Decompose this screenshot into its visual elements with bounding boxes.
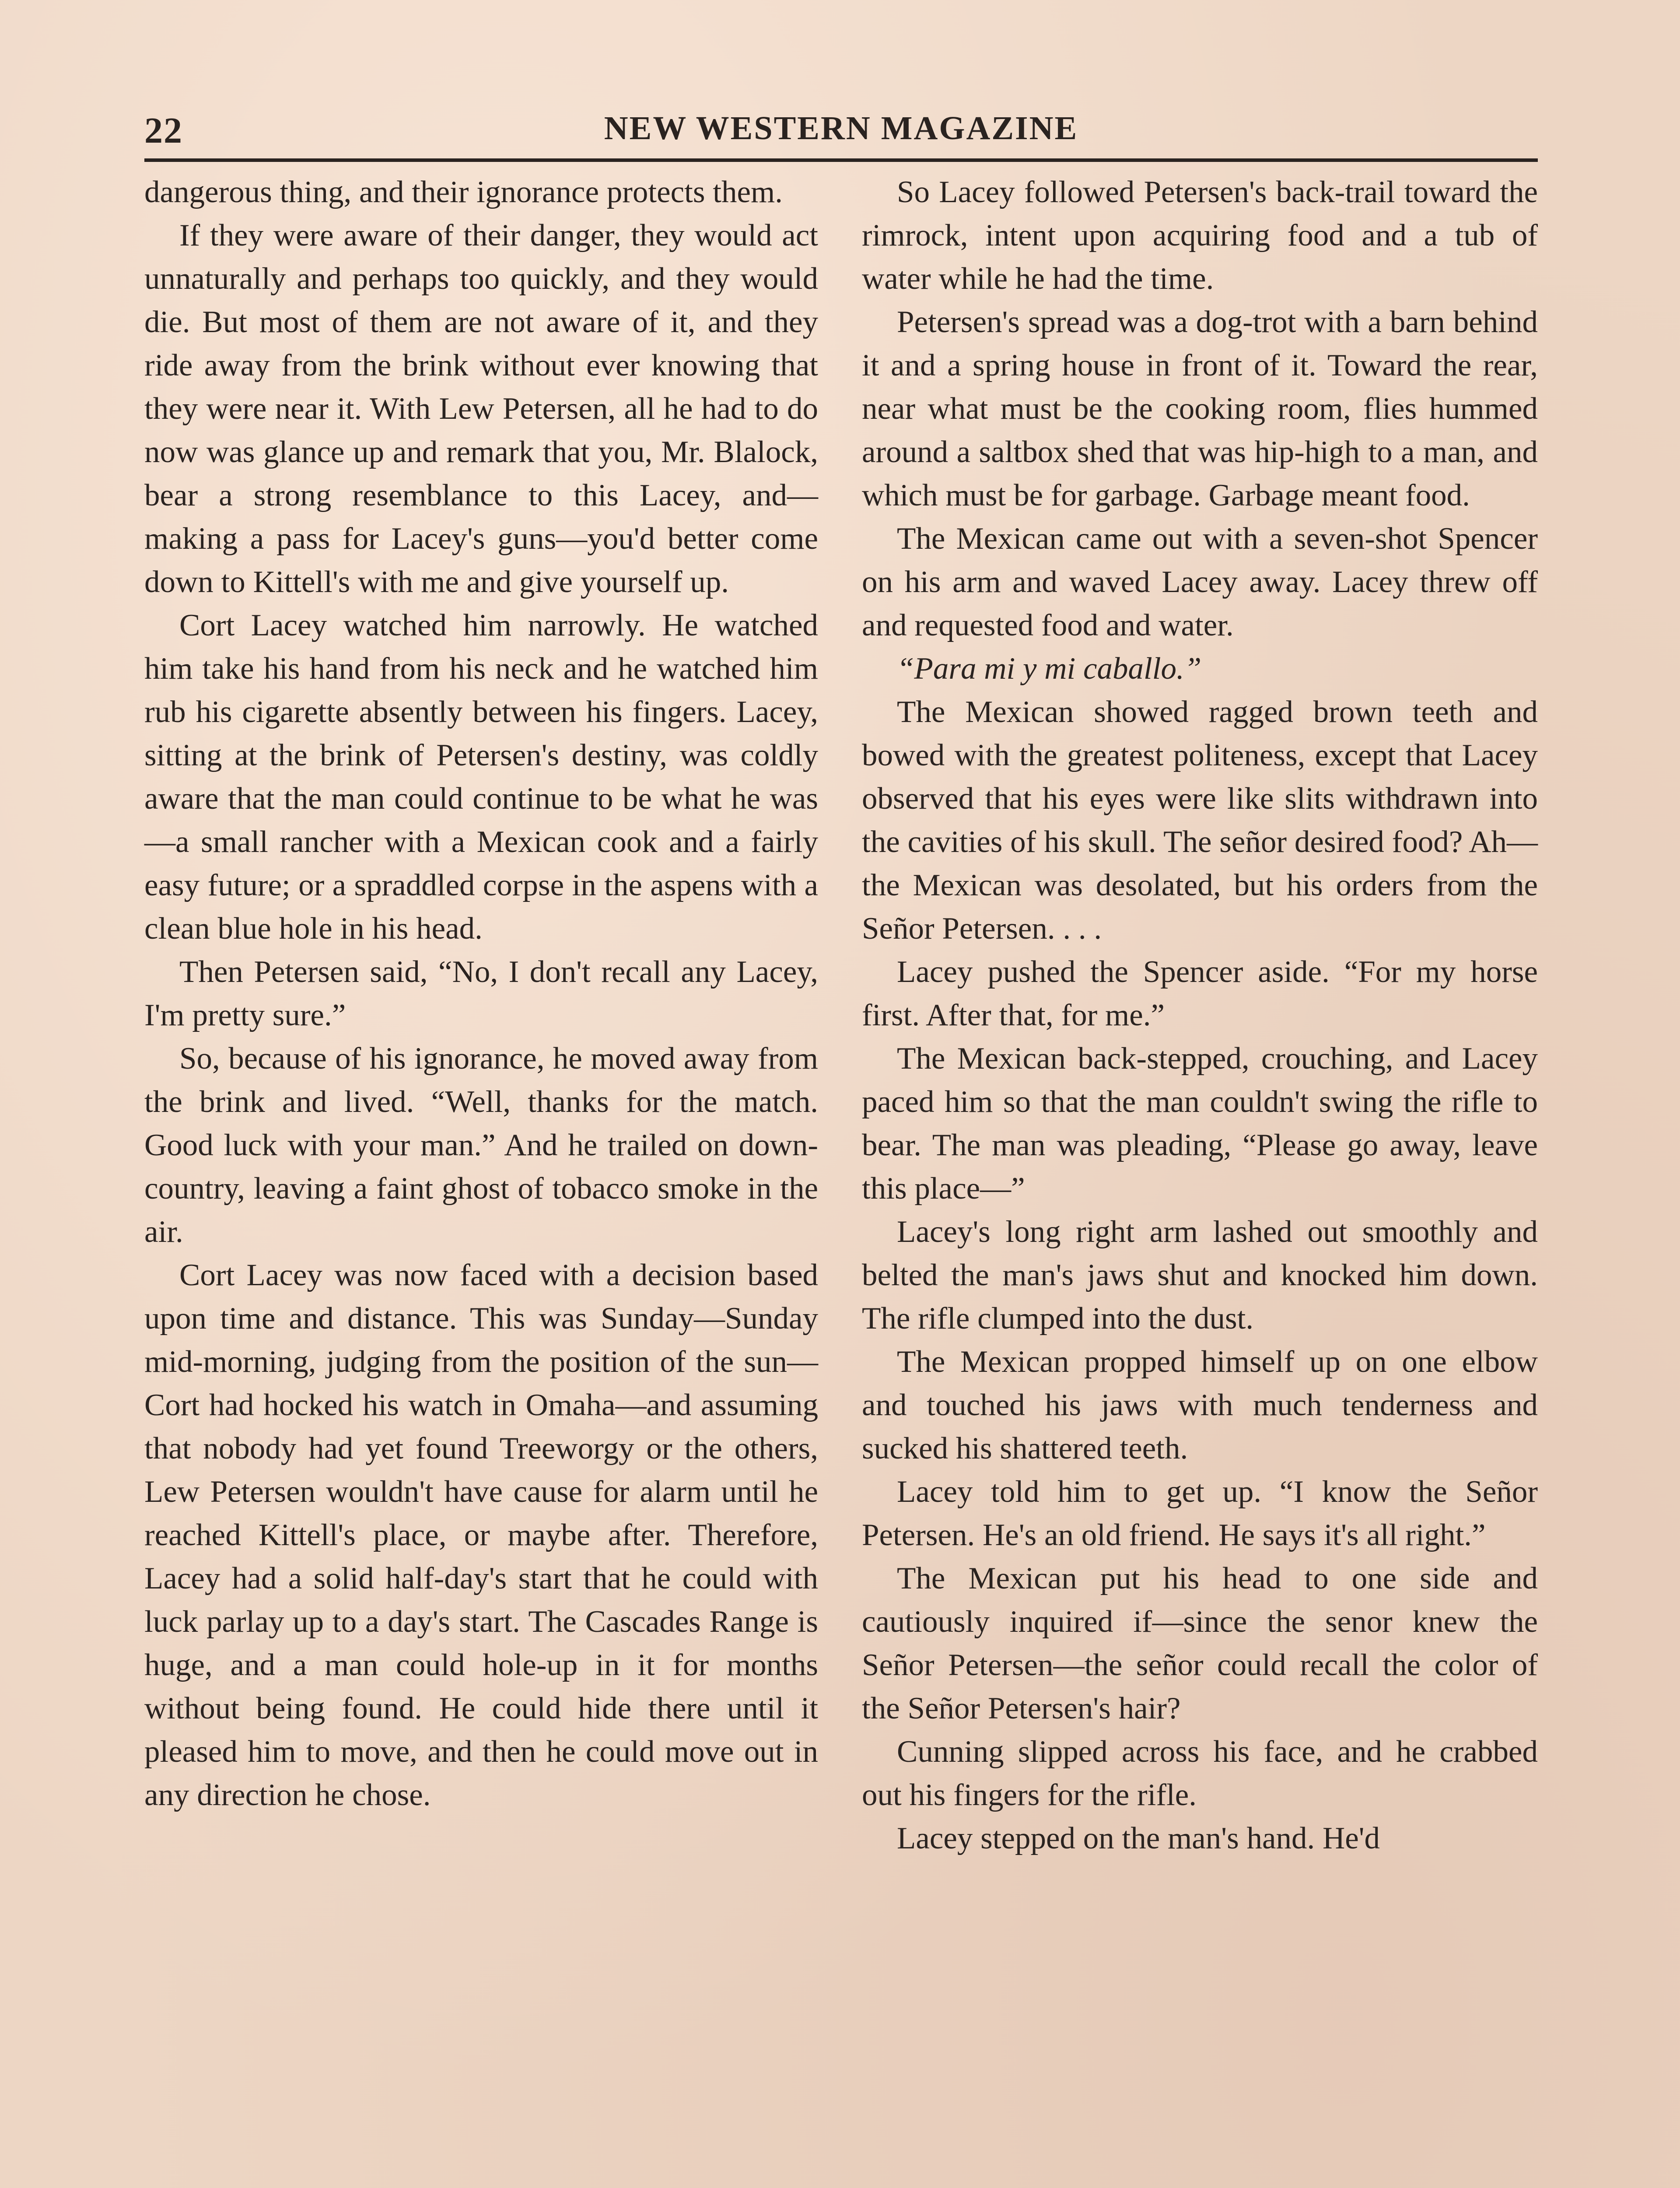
paragraph: The Mexican came out with a seven-shot Spencer on his arm and waved Lacey away. Lacey threw off and requested food and water. [862,522,1538,642]
left-column [144,171,818,1817]
paragraph: If they were aware of their danger, they would act unnaturally and perhaps too quickly, and they would die. But most of them are not aware of it, and they ride away from the brink without ever knowing that they were near it. With Lew Petersen, all he had to do now was glance up and remark that you, Mr. Blalock, bear a strong resemblance to this Lacey, and—making a pass for Lacey's guns—you'd better come down to Kittell's with me and give yourself up. [144,218,818,599]
right-column [862,171,1538,1860]
page-header [144,105,1538,158]
paragraph: Lacey's long right arm lashed out smoothly and belted the man's jaws shut and knocked him down. The rifle clumped into the dust. [862,1215,1538,1336]
paragraph: The Mexican showed ragged brown teeth and bowed with the greatest politeness, except that Lacey observed that his eyes were like slits withdrawn into the cavities of his skull. The señor desired food? Ah—the Mexican was desolated, but his orders from the Señor Petersen. . . . [862,695,1538,946]
paragraph: dangerous thing, and their ignorance protects them. [144,175,783,209]
paragraph: Lacey told him to get up. “I know the Señor Petersen. He's an old friend. He says it's all right.” [862,1475,1538,1552]
paragraph: Cort Lacey watched him narrowly. He watched him take his hand from his neck and he watched him rub his cigarette absently between his fingers. Lacey, sitting at the brink of Petersen's destiny, was coldly aware that the man could continue to be what he was—a small rancher with a Mexican cook and a fairly easy future; or a spraddled corpse in the aspens with a clean blue hole in his head. [144,608,818,946]
paragraph: Cunning slipped across his face, and he crabbed out his fingers for the rifle. [862,1735,1538,1812]
paragraph: Lacey pushed the Spencer aside. “For my horse first. After that, for me.” [862,955,1538,1032]
paragraph: So Lacey followed Petersen's back-trail toward the rimrock, intent upon acquiring food and a tub of water while he had the time. [862,175,1538,296]
spanish-quote: “Para mi y mi caballo.” [897,652,1202,686]
magazine-title: NEW WESTERN MAGAZINE [604,110,1078,147]
header-rule [144,158,1538,162]
paragraph: Then Petersen said, “No, I don't recall any Lacey, I'm pretty sure.” [144,955,818,1032]
paragraph: So, because of his ignorance, he moved away from the brink and lived. “Well, thanks for the match. Good luck with your man.” And he trailed on down-country, leaving a faint ghost of tobacco smoke in the air. [144,1041,818,1249]
paragraph: Cort Lacey was now faced with a decision based upon time and distance. This was Sunday—Sunday mid-morning, judging from the position of the sun—Cort had hocked his watch in Omaha—and assuming that nobody had yet found Treeworgy or the others, Lew Petersen wouldn't have cause for alarm until he reached Kittell's place, or maybe after. Therefore, Lacey had a solid half-day's start that he could with luck parlay up to a day's start. The Cascades Range is huge, and a man could hole-up in it for months without being found. He could hide there until it pleased him to move, and then he could move out in any direction he chose. [144,1258,818,1812]
page-number: 22 [144,110,183,151]
paragraph: Petersen's spread was a dog-trot with a barn behind it and a spring house in front of it. Toward the rear, near what must be the cooking room, flies hummed around a saltbox shed that was hip-high to a man, and which must be for garbage. Garbage meant food. [862,305,1538,512]
paragraph: The Mexican back-stepped, crouching, and Lacey paced him so that the man couldn't swing the rifle to bear. The man was pleading, “Please go away, leave this place—” [862,1041,1538,1206]
paragraph: Lacey stepped on the man's hand. He'd [897,1821,1380,1855]
paragraph: The Mexican propped himself up on one elbow and touched his jaws with much tenderness and sucked his shattered teeth. [862,1345,1538,1466]
paragraph: The Mexican put his head to one side and cautiously inquired if—since the senor knew the Señor Petersen—the señor could recall the color of the Señor Petersen's hair? [862,1561,1538,1725]
